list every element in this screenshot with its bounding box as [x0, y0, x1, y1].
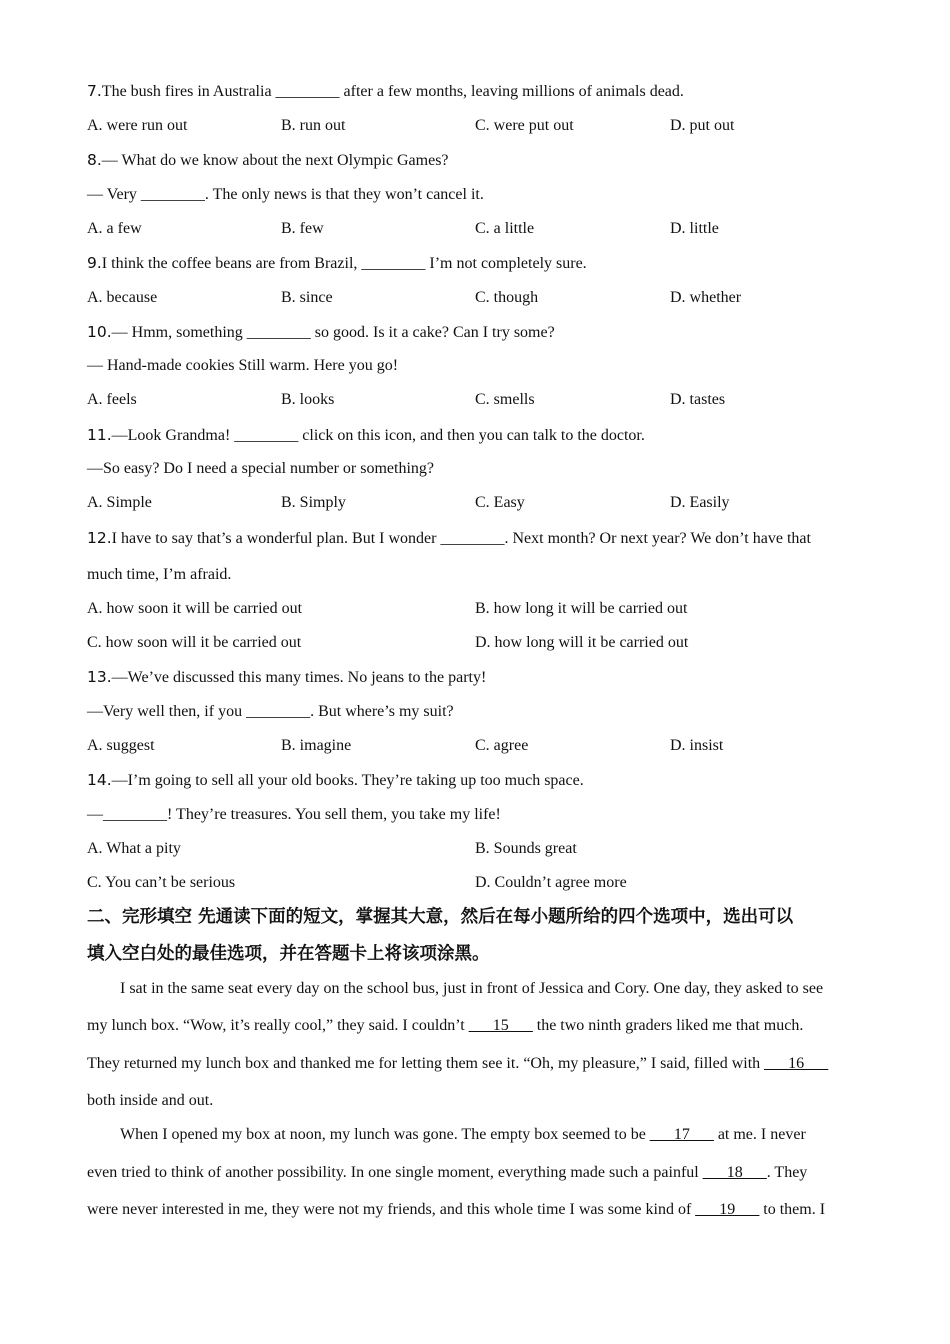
question-number: 10. [87, 323, 112, 341]
option-b: B. since [281, 289, 333, 306]
passage-p1-line-2 [87, 1016, 803, 1036]
passage-p2-line-3 [87, 1200, 825, 1220]
passage-text: at me. I never [713, 1126, 806, 1143]
question-number: 8. [87, 151, 102, 169]
question-9-stem [87, 253, 587, 274]
section-2-heading-line-1: 二、完形填空 先通读下面的短文，掌握其大意，然后在每小题所给的四个选项中，选出可以 [87, 907, 794, 927]
option-a: A. were run out [87, 117, 188, 134]
question-text: —We’ve discussed this many times. No jeans to the party! [111, 669, 487, 686]
blank-19: ___19___ [695, 1201, 760, 1218]
option-b: B. how long it will be carried out [475, 600, 688, 617]
question-11-stem [87, 425, 645, 446]
question-10-line-2: — Hand-made cookies Still warm. Here you go! [87, 357, 399, 374]
question-8-stem [87, 150, 449, 171]
question-text: —I’m going to sell all your old books. They’re taking up too much space. [111, 772, 584, 789]
question-12-line-2: much time, I’m afraid. [87, 566, 232, 583]
blank-15: ___15___ [468, 1017, 533, 1034]
question-text: The bush fires in Australia ________ after a few months, leaving millions of animals dead. [101, 83, 684, 100]
question-text: I have to say that’s a wonderful plan. But I wonder ________. Next month? Or next year? We don’t have that [111, 530, 811, 547]
option-a: A. What a pity [87, 840, 181, 857]
option-d: D. how long will it be carried out [475, 634, 689, 651]
option-c: C. agree [475, 737, 529, 754]
passage-p1-line-1: I sat in the same seat every day on the school bus, just in front of Jessica and Cory. One day, they asked to see [120, 980, 824, 997]
question-text: —Look Grandma! ________ click on this icon, and then you can talk to the doctor. [111, 427, 645, 444]
passage-p2-line-2 [87, 1163, 807, 1183]
blank-16: ___16___ [764, 1055, 829, 1072]
passage-text: They returned my lunch box and thanked me for letting them see it. “Oh, my pleasure,” I said, filled with [87, 1055, 765, 1072]
option-b: B. Sounds great [475, 840, 577, 857]
option-d: D. Couldn’t agree more [475, 874, 627, 891]
question-14-stem [87, 770, 584, 791]
question-text: — What do we know about the next Olympic Games? [101, 152, 449, 169]
option-c: C. Easy [475, 494, 525, 511]
option-b: B. few [281, 220, 324, 237]
option-a: A. because [87, 289, 158, 306]
passage-text: my lunch box. “Wow, it’s really cool,” they said. I couldn’t [87, 1017, 469, 1034]
option-c: C. smells [475, 391, 535, 408]
question-number: 7. [87, 82, 102, 100]
option-b: B. Simply [281, 494, 346, 511]
option-c: C. though [475, 289, 539, 306]
option-c: C. You can’t be serious [87, 874, 236, 891]
question-number: 11. [87, 426, 112, 444]
question-text: I think the coffee beans are from Brazil, ________ I’m not completely sure. [101, 255, 587, 272]
passage-text: to them. I [759, 1201, 826, 1218]
question-text: — Hmm, something ________ so good. Is it a cake? Can I try some? [111, 324, 555, 341]
passage-text: When I opened my box at noon, my lunch was gone. The empty box seemed to be [120, 1126, 650, 1143]
option-d: D. Easily [670, 494, 730, 511]
question-13-stem [87, 667, 486, 688]
option-a: A. feels [87, 391, 137, 408]
question-number: 13. [87, 668, 112, 686]
passage-p1-line-3 [87, 1054, 828, 1074]
option-a: A. a few [87, 220, 142, 237]
question-number: 9. [87, 254, 102, 272]
question-12-stem [87, 528, 811, 549]
option-a: A. suggest [87, 737, 155, 754]
option-d: D. whether [670, 289, 742, 306]
question-8-line-2: — Very ________. The only news is that they won’t cancel it. [87, 186, 484, 203]
passage-p2-line-1 [87, 1125, 806, 1145]
option-c: C. a little [475, 220, 535, 237]
question-7-stem [87, 81, 684, 102]
passage-text: . They [766, 1164, 808, 1181]
passage-text: even tried to think of another possibility. In one single moment, everything made such a painful [87, 1164, 703, 1181]
option-b: B. imagine [281, 737, 352, 754]
option-b: B. looks [281, 391, 335, 408]
passage-p1-line-4: both inside and out. [87, 1092, 214, 1109]
question-number: 14. [87, 771, 112, 789]
question-13-line-2: —Very well then, if you ________. But where’s my suit? [87, 703, 454, 720]
question-10-stem [87, 322, 555, 343]
option-a: A. Simple [87, 494, 152, 511]
option-d: D. little [670, 220, 719, 237]
question-14-line-2: —________! They’re treasures. You sell them, you take my life! [87, 806, 501, 823]
option-d: D. put out [670, 117, 735, 134]
option-c: C. how soon will it be carried out [87, 634, 302, 651]
passage-text: the two ninth graders liked me that much. [532, 1017, 804, 1034]
blank-17: ___17___ [649, 1126, 714, 1143]
question-number: 12. [87, 529, 112, 547]
option-b: B. run out [281, 117, 346, 134]
option-a: A. how soon it will be carried out [87, 600, 303, 617]
passage-text: were never interested in me, they were not my friends, and this whole time I was some kind of [87, 1201, 696, 1218]
option-c: C. were put out [475, 117, 574, 134]
question-11-line-2: —So easy? Do I need a special number or something? [87, 460, 435, 477]
section-2-heading-line-2: 填入空白处的最佳选项，并在答题卡上将该项涂黑。 [87, 944, 490, 964]
blank-18: ___18___ [702, 1164, 767, 1181]
option-d: D. insist [670, 737, 724, 754]
option-d: D. tastes [670, 391, 726, 408]
